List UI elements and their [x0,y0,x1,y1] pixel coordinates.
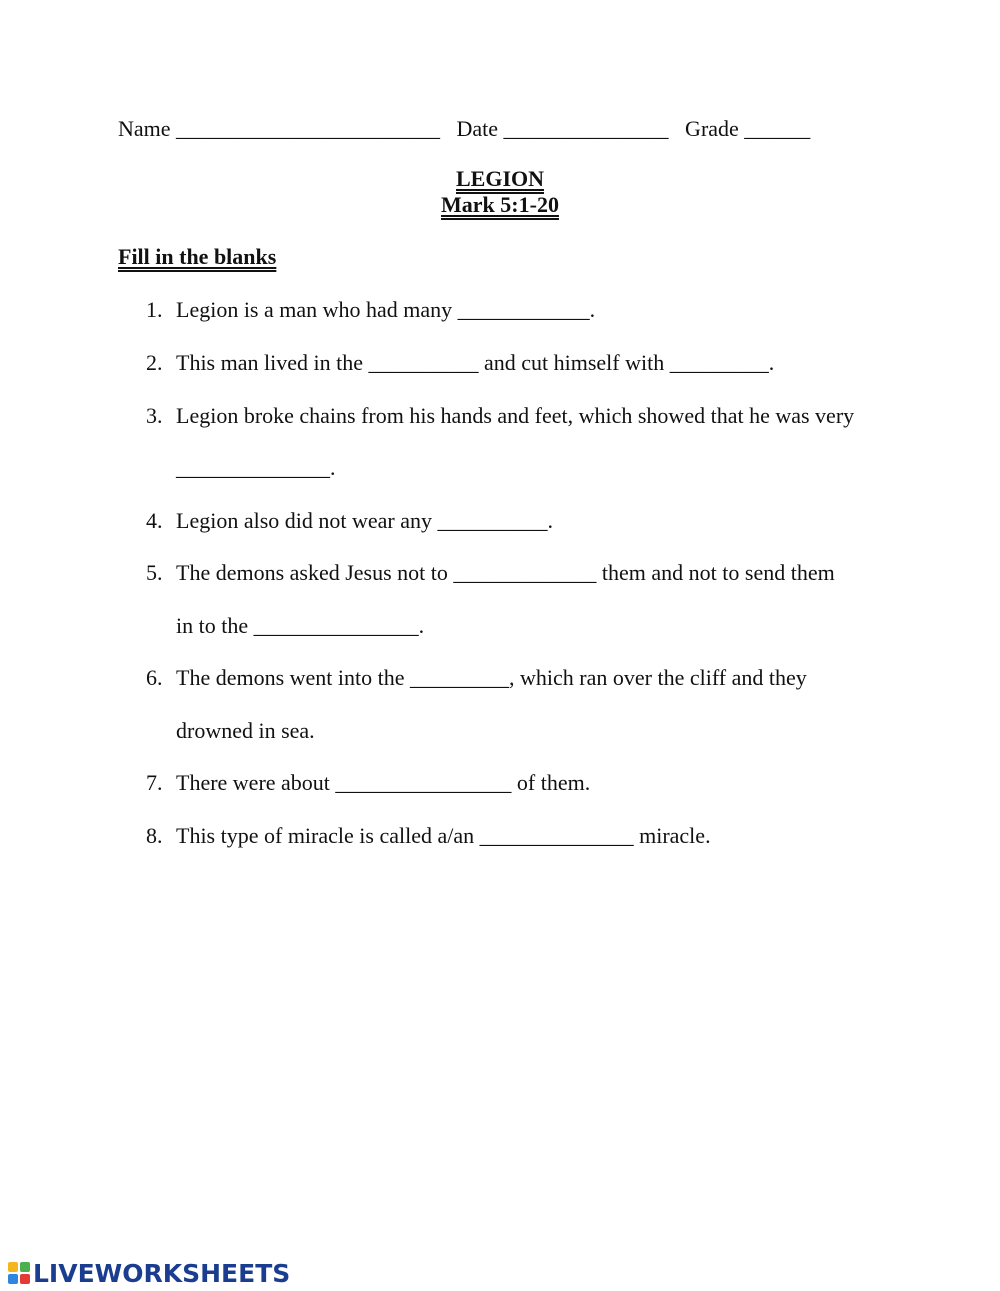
question-text: This man lived in the __________ and cut himself with _________. [176,350,775,375]
question-number: 3. [146,403,163,428]
question-text: Legion broke chains from his hands and feet, which showed that he was very [176,403,855,428]
worksheet-title: LEGION [455,166,545,191]
section-heading: Fill in the blanks [118,244,277,269]
question-number: 7. [146,770,163,795]
question-text-continued: ______________. [176,455,336,480]
question-number: 1. [146,297,163,322]
question-text: There were about ________________ of them. [176,770,591,795]
question-number: 4. [146,508,163,533]
question-number: 5. [146,560,163,585]
scripture-reference: Mark 5:1-20 [441,192,559,217]
question-text-continued: in to the _______________. [176,613,425,638]
question-text: This type of miracle is called a/an ______________ miracle. [176,823,711,848]
question-text: The demons asked Jesus not to _____________ them and not to send them [176,560,835,585]
liveworksheets-logo-icon [8,1262,30,1284]
question-text: The demons went into the _________, which ran over the cliff and they [176,665,807,690]
question-number: 8. [146,823,163,848]
liveworksheets-logo [8,1260,290,1286]
question-text: Legion is a man who had many ____________. [176,297,596,322]
question-text: Legion also did not wear any __________. [176,508,553,533]
logo-wordmark: LIVEWORKSHEETS [33,1258,291,1288]
question-text-continued: drowned in sea. [176,718,315,743]
question-number: 2. [146,350,163,375]
name-date-grade-line: Name ________________________ Date _______________ Grade ______ [118,116,811,141]
question-number: 6. [146,665,163,690]
